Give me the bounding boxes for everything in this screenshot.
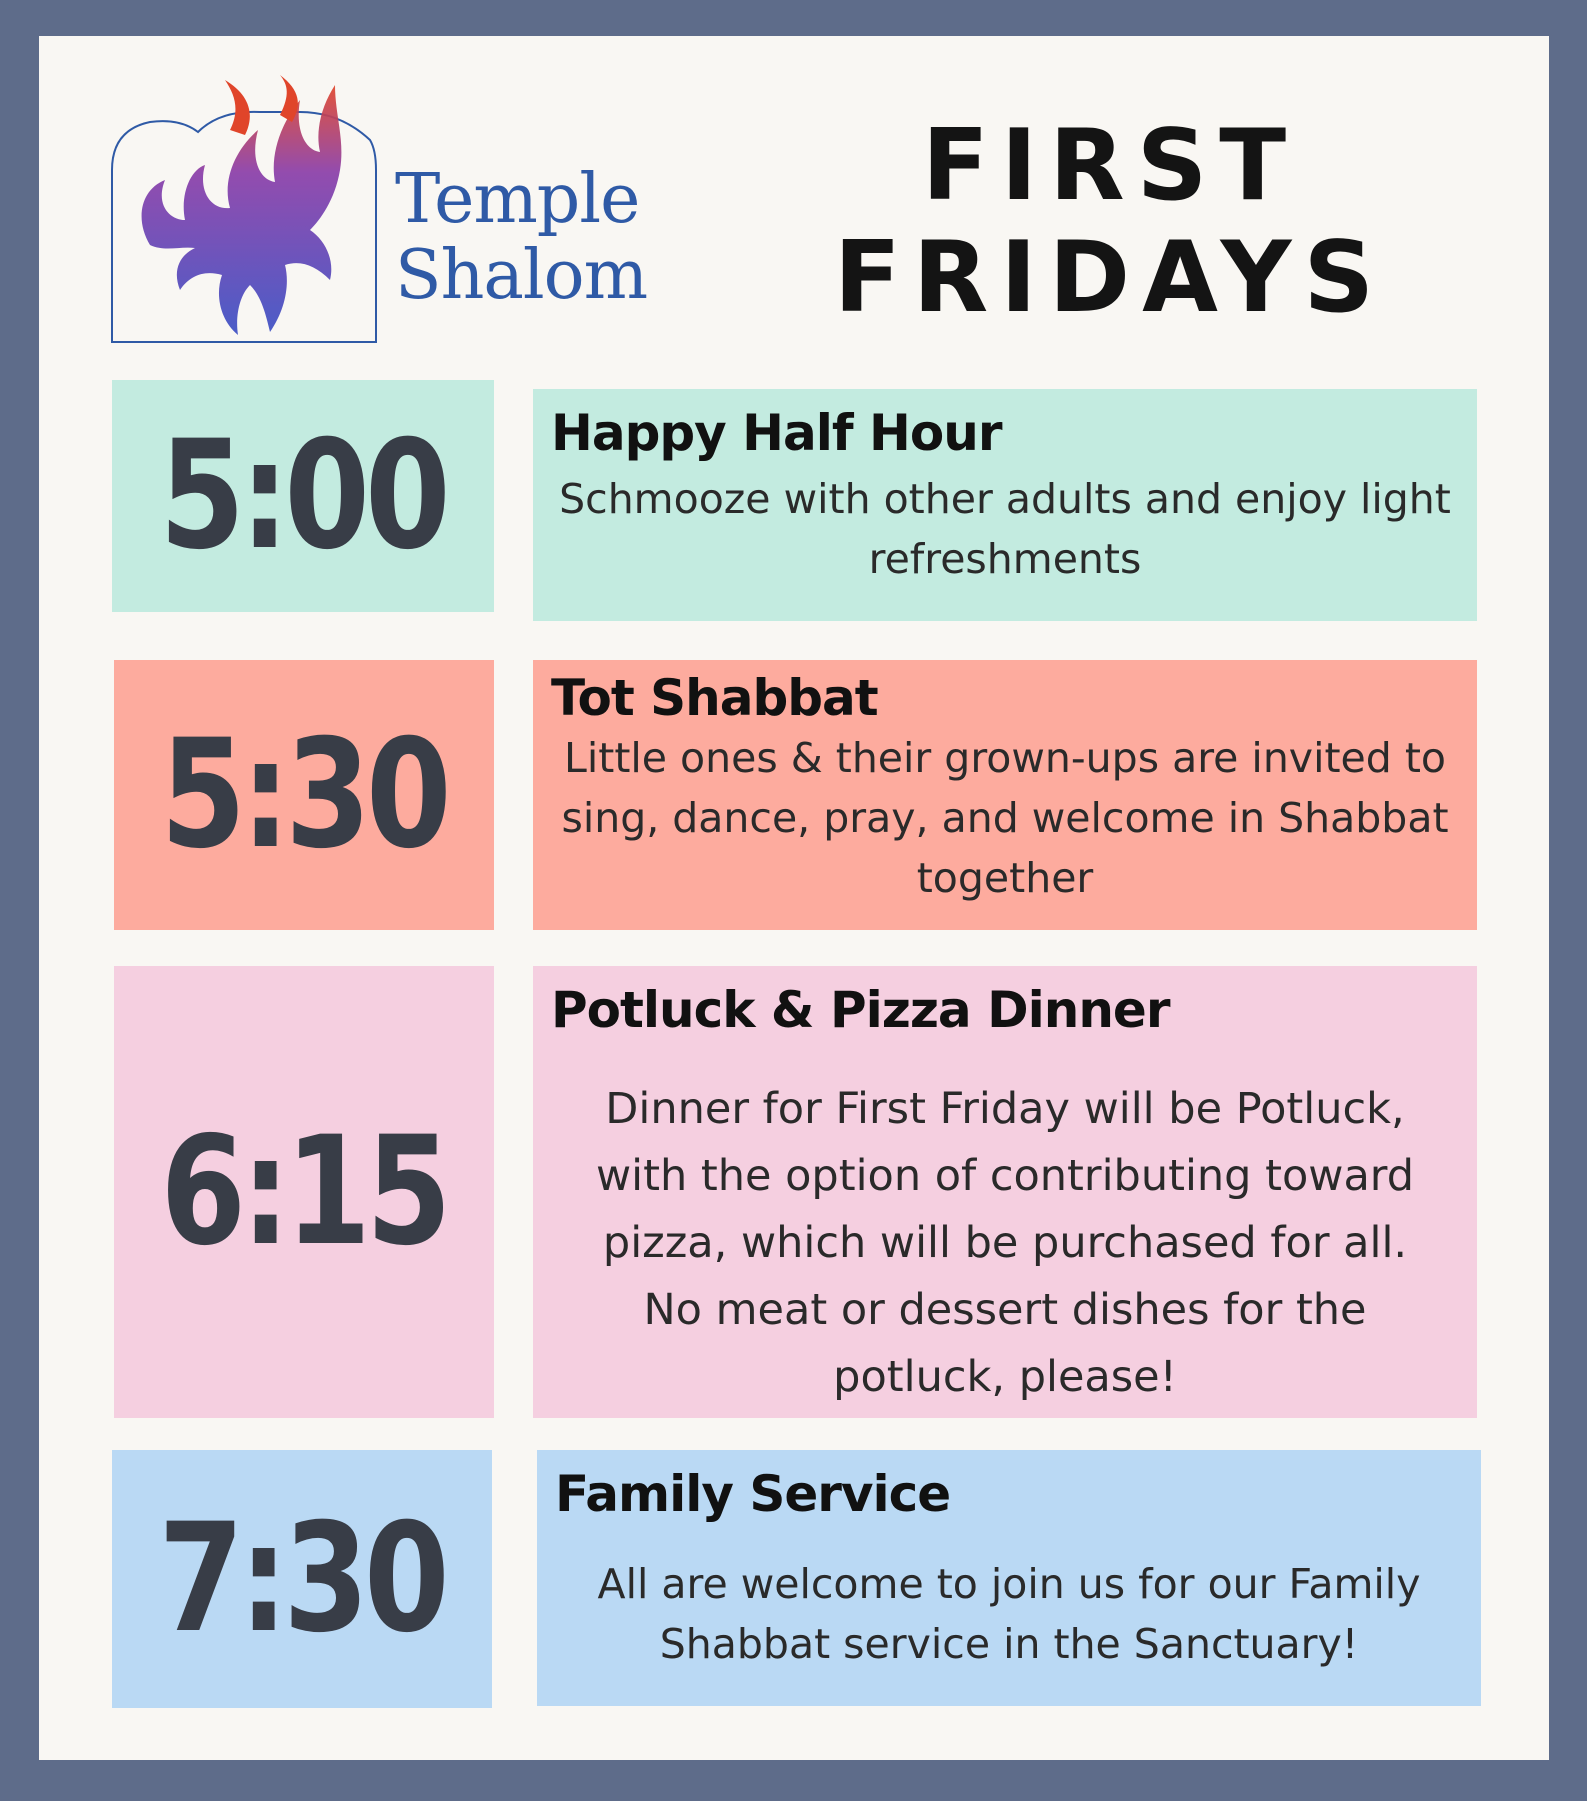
- event-title: Potluck & Pizza Dinner: [551, 981, 1170, 1039]
- logo-wordmark: [395, 162, 647, 314]
- time-box-4: [112, 1450, 492, 1708]
- logo-name-line2: Shalom: [395, 236, 648, 315]
- shalom-flame-logo-icon: [110, 70, 380, 345]
- event-card-1: [533, 389, 1477, 621]
- page-title: [780, 110, 1440, 334]
- time-box-3: [114, 966, 494, 1418]
- time-box-2: [114, 660, 494, 930]
- event-card-3: [533, 966, 1477, 1418]
- title-line2: FRIDAYS: [833, 221, 1387, 335]
- logo-name-line1: Temple: [395, 160, 640, 239]
- time-label: 5:00: [159, 409, 447, 583]
- event-title: Tot Shabbat: [551, 669, 878, 727]
- title-line1: FIRST: [921, 109, 1299, 223]
- event-title: Happy Half Hour: [551, 404, 1002, 462]
- time-label: 7:30: [158, 1492, 446, 1666]
- time-label: 5:30: [160, 708, 448, 882]
- event-card-2: [533, 660, 1477, 930]
- time-box-1: [112, 380, 494, 612]
- event-card-4: [537, 1450, 1481, 1706]
- temple-shalom-logo: [110, 70, 700, 345]
- time-label: 6:15: [160, 1105, 448, 1279]
- event-description: Schmooze with other adults and enjoy light refreshments: [559, 475, 1451, 583]
- event-description: All are welcome to join us for our Family Shabbat service in the Sanctuary!: [597, 1560, 1421, 1668]
- event-description: Dinner for First Friday will be Potluck, with the option of contributing toward pizza, which will be purchased for all. No meat or dessert dishes for the potluck, please!: [595, 1084, 1415, 1402]
- event-title: Family Service: [555, 1465, 951, 1523]
- event-description: Little ones & their grown-ups are invited to sing, dance, pray, and welcome in Shabbat together: [561, 734, 1449, 902]
